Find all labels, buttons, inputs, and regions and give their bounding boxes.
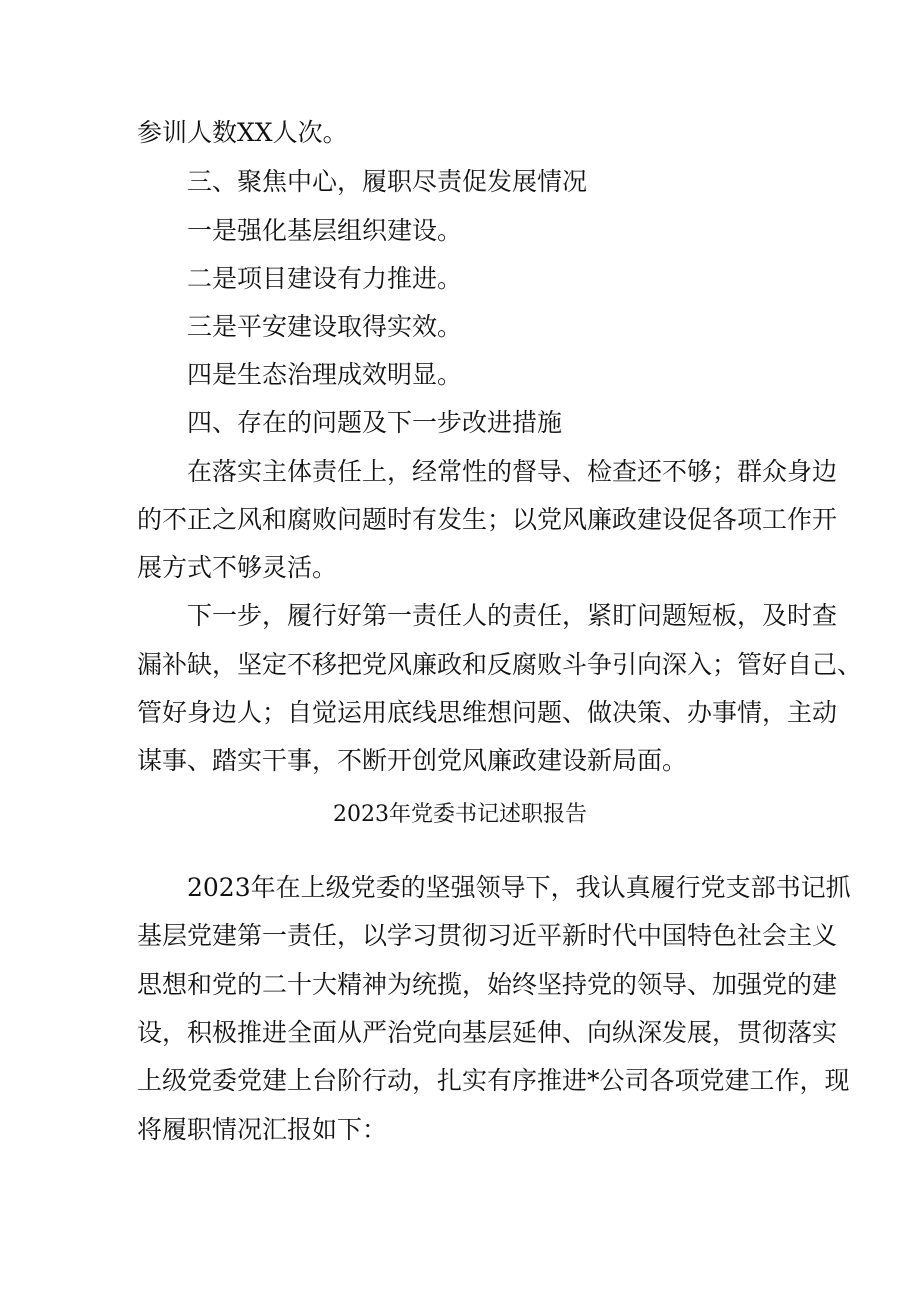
text-line: 二是项目建设有力推进。 bbox=[187, 264, 463, 293]
text-line: 四是生态治理成效明显。 bbox=[187, 360, 463, 389]
text-line: 漏补缺，坚定不移把党风廉政和反腐败斗争引向深入；管好自己、 bbox=[137, 650, 863, 679]
text-line: 2023年在上级党委的坚强领导下，我认真履行党支部书记抓 bbox=[187, 873, 851, 902]
section-heading: 三、聚焦中心，履职尽责促发展情况 bbox=[187, 167, 588, 196]
text-line: 管好身边人；自觉运用底线思维想问题、做决策、办事情，主动 bbox=[137, 698, 838, 727]
text-line: 展方式不够灵活。 bbox=[137, 553, 338, 582]
text-line: 在落实主体责任上，经常性的督导、检查还不够；群众身边 bbox=[187, 457, 838, 486]
text-line: 的不正之风和腐败问题时有发生；以党风廉政建设促各项工作开 bbox=[137, 505, 838, 534]
text-line: 三是平安建设取得实效。 bbox=[187, 312, 463, 341]
text-line: 参训人数XX人次。 bbox=[137, 118, 348, 147]
report-title: 2023年党委书记述职报告 bbox=[333, 802, 587, 827]
text-line: 下一步，履行好第一责任人的责任，紧盯问题短板，及时查 bbox=[187, 601, 838, 630]
text-line: 谋事、踏实干事，不断开创党风廉政建设新局面。 bbox=[137, 746, 688, 775]
text-line: 将履职情况汇报如下： bbox=[137, 1115, 388, 1144]
text-line: 设，积极推进全面从严治党向基层延伸、向纵深发展，贯彻落实 bbox=[137, 1018, 838, 1047]
text-line: 基层党建第一责任，以学习贯彻习近平新时代中国特色社会主义 bbox=[137, 921, 838, 950]
text-line: 思想和党的二十大精神为统揽，始终坚持党的领导、加强党的建 bbox=[137, 970, 838, 999]
section-heading: 四、存在的问题及下一步改进措施 bbox=[187, 408, 563, 437]
text-line: 上级党委党建上台阶行动，扎实有序推进*公司各项党建工作，现 bbox=[137, 1066, 850, 1095]
text-line: 一是强化基层组织建设。 bbox=[187, 216, 463, 245]
